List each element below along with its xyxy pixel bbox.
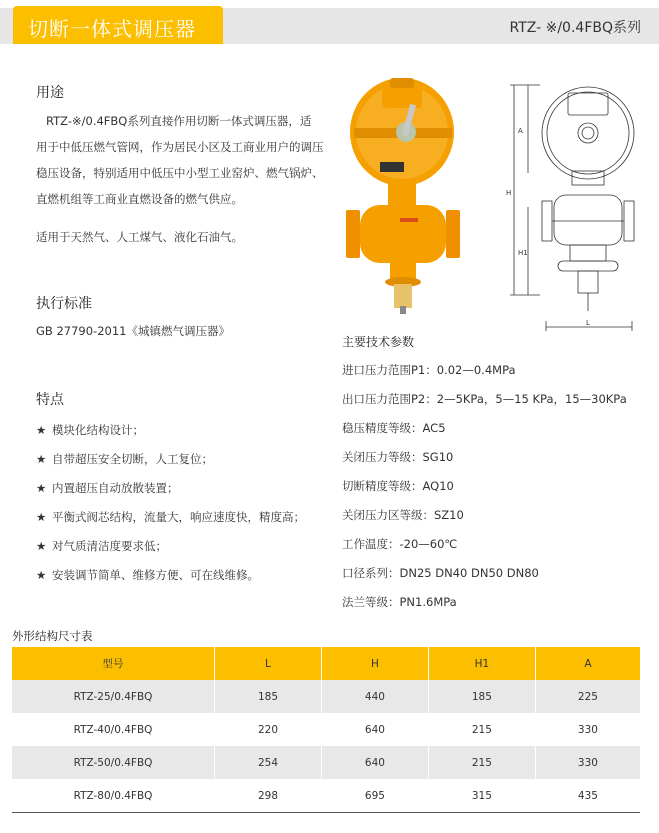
col-header-a: A	[535, 647, 640, 680]
cell: 185	[428, 680, 535, 713]
cell: 215	[428, 713, 535, 746]
cell: 185	[215, 680, 322, 713]
table-title: 外形结构尺寸表	[12, 629, 93, 643]
cell: 640	[321, 746, 428, 779]
cell: 330	[535, 713, 640, 746]
cell: 254	[215, 746, 322, 779]
spec-item: 切断精度等级：AQ10	[342, 479, 454, 493]
col-header-l: L	[215, 647, 322, 680]
feature-item: ★ 平衡式阀芯结构，流量大，响应速度快，精度高；	[36, 503, 305, 532]
star-icon: ★	[36, 510, 47, 524]
star-icon: ★	[36, 423, 47, 437]
drawing-label-l: L	[586, 319, 590, 327]
dimensions-table	[12, 647, 640, 813]
feature-item: ★ 对气质清洁度要求低；	[36, 532, 305, 561]
standard-text: GB 27790-2011《城镇燃气调压器》	[36, 324, 230, 338]
cell: 435	[535, 779, 640, 813]
feature-item: ★ 安装调节简单、维修方便、可在线维修。	[36, 561, 305, 590]
drawing-label-h: H	[506, 189, 512, 197]
table-row	[12, 713, 640, 746]
specs-list	[342, 356, 627, 617]
spec-item: 出口压力范围P2：2—5KPa，5—15 KPa，15—30KPa	[342, 392, 627, 406]
col-header-h1: H1	[428, 647, 535, 680]
standard-title: 执行标准	[36, 296, 92, 312]
cell: 215	[428, 746, 535, 779]
table-row	[12, 746, 640, 779]
cell: RTZ-50/0.4FBQ	[12, 746, 215, 779]
cell: RTZ-25/0.4FBQ	[12, 680, 215, 713]
gas-types: 适用于天然气、人工煤气、液化石油气。	[36, 230, 243, 244]
cell: 640	[321, 713, 428, 746]
cell: 220	[215, 713, 322, 746]
spec-item: 进口压力范围P1：0.02—0.4MPa	[342, 363, 516, 377]
cell: 298	[215, 779, 322, 813]
cell: 695	[321, 779, 428, 813]
regulator-photo	[340, 70, 470, 320]
table-row	[12, 779, 640, 813]
cell: 330	[535, 746, 640, 779]
spec-item: 工作温度：-20—60℃	[342, 537, 458, 551]
usage-line: 稳压设备，特别适用中低压中小型工业窑炉、燃气锅炉、	[36, 166, 324, 180]
spec-item: 关闭压力等级：SG10	[342, 450, 454, 464]
cell: RTZ-40/0.4FBQ	[12, 713, 215, 746]
star-icon: ★	[36, 452, 47, 466]
series-label: RTZ- ※/0.4FBQ系列	[509, 20, 641, 36]
feature-item: ★ 模块化结构设计；	[36, 416, 305, 445]
col-header-model: 型号	[12, 647, 215, 680]
usage-title: 用途	[36, 85, 64, 101]
table-header-row	[12, 647, 640, 680]
features-title: 特点	[36, 392, 64, 408]
star-icon: ★	[36, 568, 47, 582]
cell: 440	[321, 680, 428, 713]
dimension-drawing	[500, 75, 648, 333]
cell: RTZ-80/0.4FBQ	[12, 779, 215, 813]
spec-item: 稳压精度等级：AC5	[342, 421, 446, 435]
specs-title: 主要技术参数	[342, 335, 415, 349]
page-title: 切断一体式调压器	[28, 17, 196, 41]
usage-line: 直燃机组等工商业直燃设备的燃气供应。	[36, 192, 243, 206]
star-icon: ★	[36, 539, 47, 553]
cell: 315	[428, 779, 535, 813]
usage-line: RTZ-※/0.4FBQ系列直接作用切断一体式调压器，适	[46, 114, 312, 128]
star-icon: ★	[36, 481, 47, 495]
usage-line: 用于中低压燃气管网，作为居民小区及工商业用户的调压	[36, 140, 324, 154]
table-row	[12, 680, 640, 713]
drawing-label-h1: H1	[518, 249, 528, 257]
features-list	[36, 416, 305, 590]
feature-item: ★ 内置超压自动放散装置；	[36, 474, 305, 503]
drawing-label-a: A	[518, 127, 523, 135]
feature-item: ★ 自带超压安全切断，人工复位；	[36, 445, 305, 474]
usage-text	[36, 108, 326, 212]
spec-item: 关闭压力区等级：SZ10	[342, 508, 464, 522]
spec-item: 口径系列：DN25 DN40 DN50 DN80	[342, 566, 539, 580]
col-header-h: H	[321, 647, 428, 680]
cell: 225	[535, 680, 640, 713]
spec-item: 法兰等级：PN1.6MPa	[342, 595, 457, 609]
